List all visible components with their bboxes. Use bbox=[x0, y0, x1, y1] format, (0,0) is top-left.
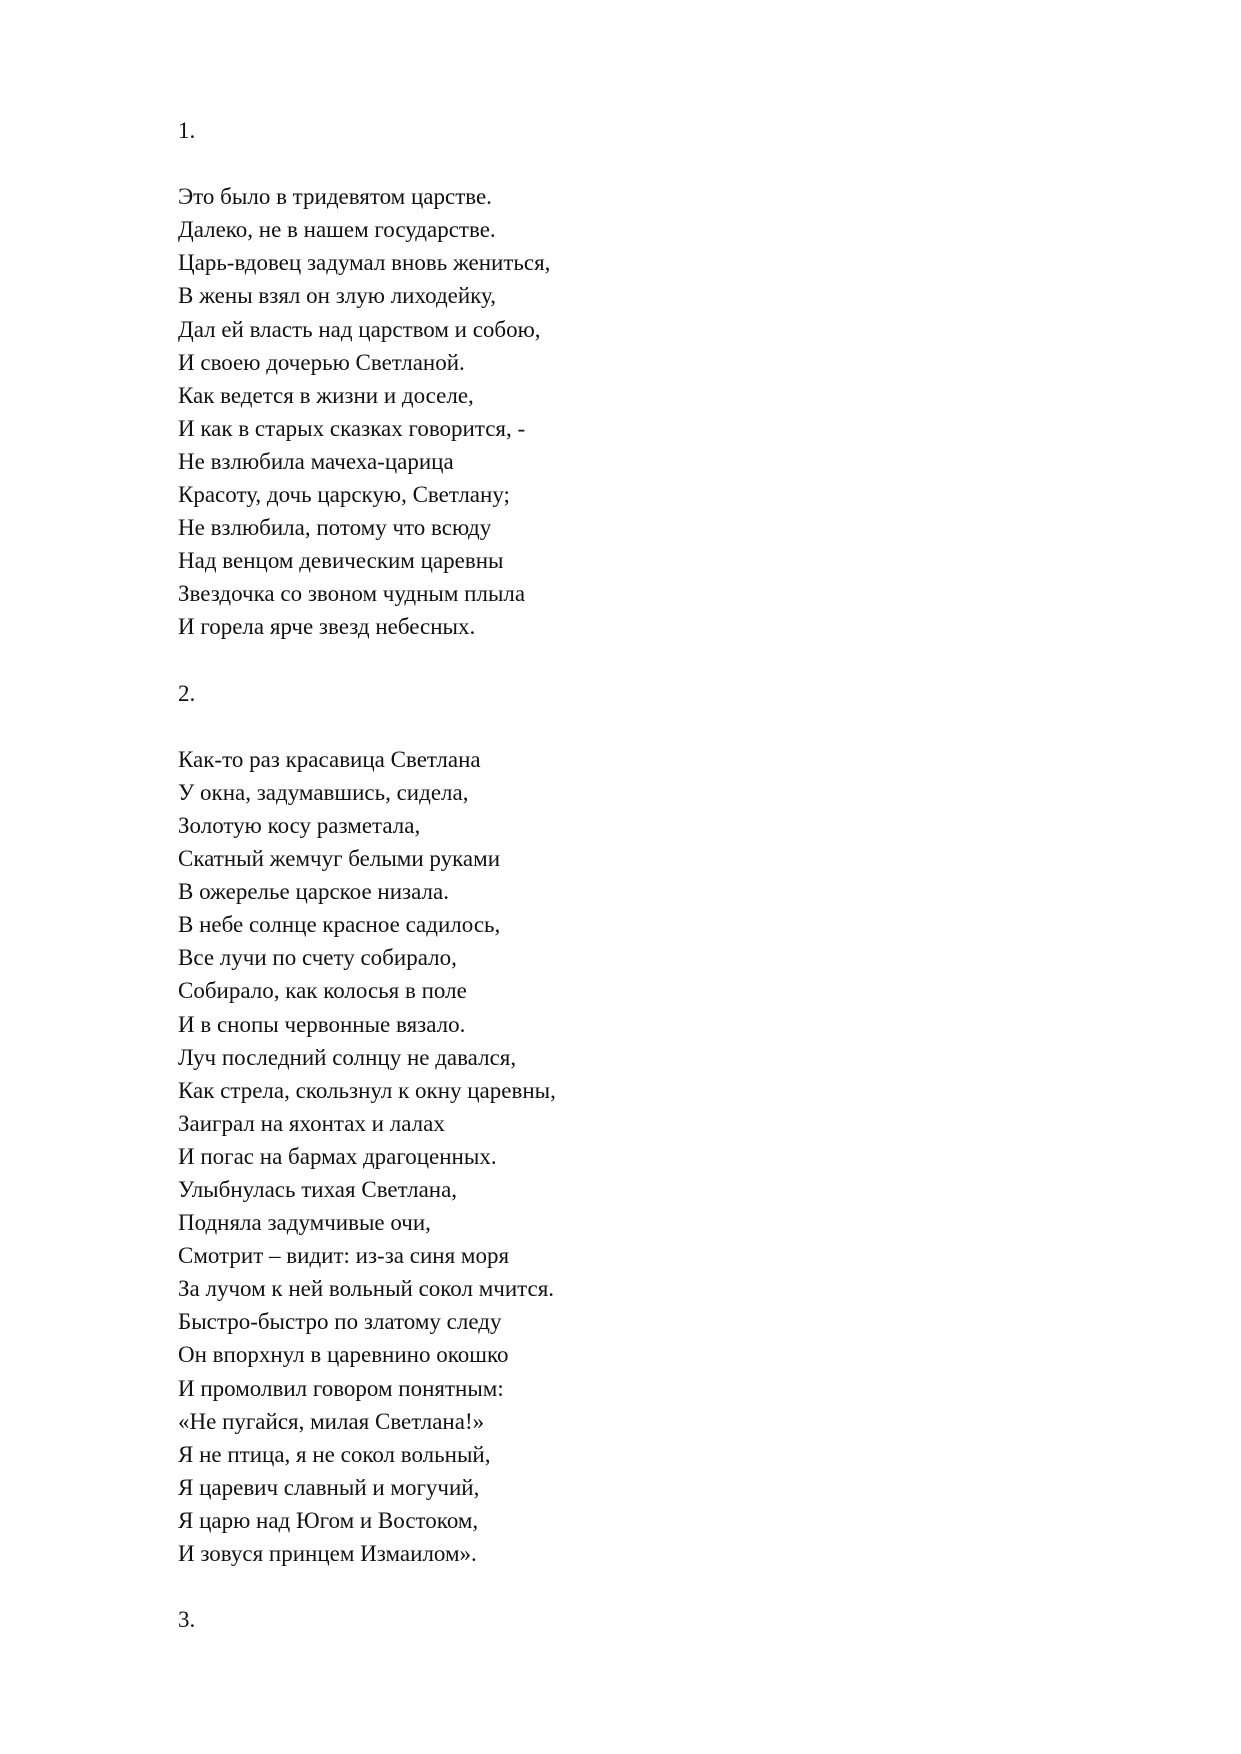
stanza-number: 2. bbox=[178, 680, 196, 706]
poem-line: Не взлюбила мачеха-царица bbox=[178, 448, 454, 474]
stanza-1 bbox=[178, 114, 556, 677]
poem-line: И зовуся принцем Измаилом». bbox=[178, 1541, 477, 1567]
poem-line: У окна, задумавшись, сидела, bbox=[178, 779, 469, 805]
poem-line: Как-то раз красавица Светлана bbox=[178, 746, 481, 772]
poem-line: И погас на бармах драгоценных. bbox=[178, 1143, 497, 1169]
poem-line: Это было в тридевятом царстве. bbox=[178, 184, 492, 210]
poem-line: Я не птица, я не сокол вольный, bbox=[178, 1441, 491, 1467]
poem-text bbox=[178, 114, 556, 1636]
poem-line: Смотрит – видит: из-за синя моря bbox=[178, 1243, 510, 1269]
poem-line: Подняла задумчивые очи, bbox=[178, 1210, 431, 1236]
stanza-lines bbox=[178, 743, 556, 1570]
poem-line: И горела ярче звезд небесных. bbox=[178, 614, 476, 640]
stanza-lines bbox=[178, 180, 556, 643]
poem-line: Он впорхнул в царевнино окошко bbox=[178, 1342, 509, 1368]
poem-line: В ожерелье царское низала. bbox=[178, 879, 449, 905]
poem-line: В небе солнце красное садилось, bbox=[178, 912, 501, 938]
poem-line: Все лучи по счету собирало, bbox=[178, 945, 457, 971]
poem-line: Улыбнулась тихая Светлана, bbox=[178, 1177, 458, 1202]
poem-line: Далеко, не в нашем государстве. bbox=[178, 217, 496, 243]
poem-line: Собирало, как колосья в поле bbox=[178, 978, 467, 1004]
poem-line: Как ведется в жизни и доселе, bbox=[178, 382, 474, 408]
poem-line: Звездочка со звоном чудным плыла bbox=[178, 581, 526, 607]
poem-line: Я царю над Югом и Востоком, bbox=[178, 1507, 479, 1533]
stanza-number: 1. bbox=[178, 118, 196, 143]
poem-line: Луч последний солнцу не давался, bbox=[178, 1044, 517, 1070]
poem-line: Царь-вдовец задумал вновь жениться, bbox=[178, 250, 551, 276]
poem-line: Золотую косу разметала, bbox=[178, 812, 421, 838]
poem-line: И своею дочерью Светланой. bbox=[178, 349, 465, 375]
poem-line: Скатный жемчуг белыми руками bbox=[178, 846, 500, 872]
stanza-number: 3. bbox=[178, 1607, 196, 1633]
poem-line: И как в старых сказках говорится, - bbox=[178, 415, 526, 441]
poem-line: Красоту, дочь царскую, Светлану; bbox=[178, 482, 510, 508]
poem-line: И промолвил говором понятным: bbox=[178, 1375, 504, 1401]
poem-line: В жены взял он злую лиходейку, bbox=[178, 283, 496, 309]
poem-line: Быстро-быстро по златому следу bbox=[178, 1309, 502, 1335]
poem-line: Не взлюбила, потому что всюду bbox=[178, 515, 492, 541]
poem-line: Я царевич славный и могучий, bbox=[178, 1474, 480, 1500]
stanza-2 bbox=[178, 677, 556, 1604]
stanza-3 bbox=[178, 1603, 556, 1636]
poem-line: За лучом к ней вольный сокол мчится. bbox=[178, 1276, 555, 1302]
poem-line: Дал ей власть над царством и собою, bbox=[178, 316, 541, 342]
poem-line: Заиграл на яхонтах и лалах bbox=[178, 1110, 445, 1136]
poem-line: Как стрела, скользнул к окну царевны, bbox=[178, 1077, 556, 1103]
poem-line: И в снопы червонные вязало. bbox=[178, 1011, 466, 1037]
poem-line: «Не пугайся, милая Светлана!» bbox=[178, 1408, 485, 1434]
poem-line: Над венцом девическим царевны bbox=[178, 548, 504, 574]
